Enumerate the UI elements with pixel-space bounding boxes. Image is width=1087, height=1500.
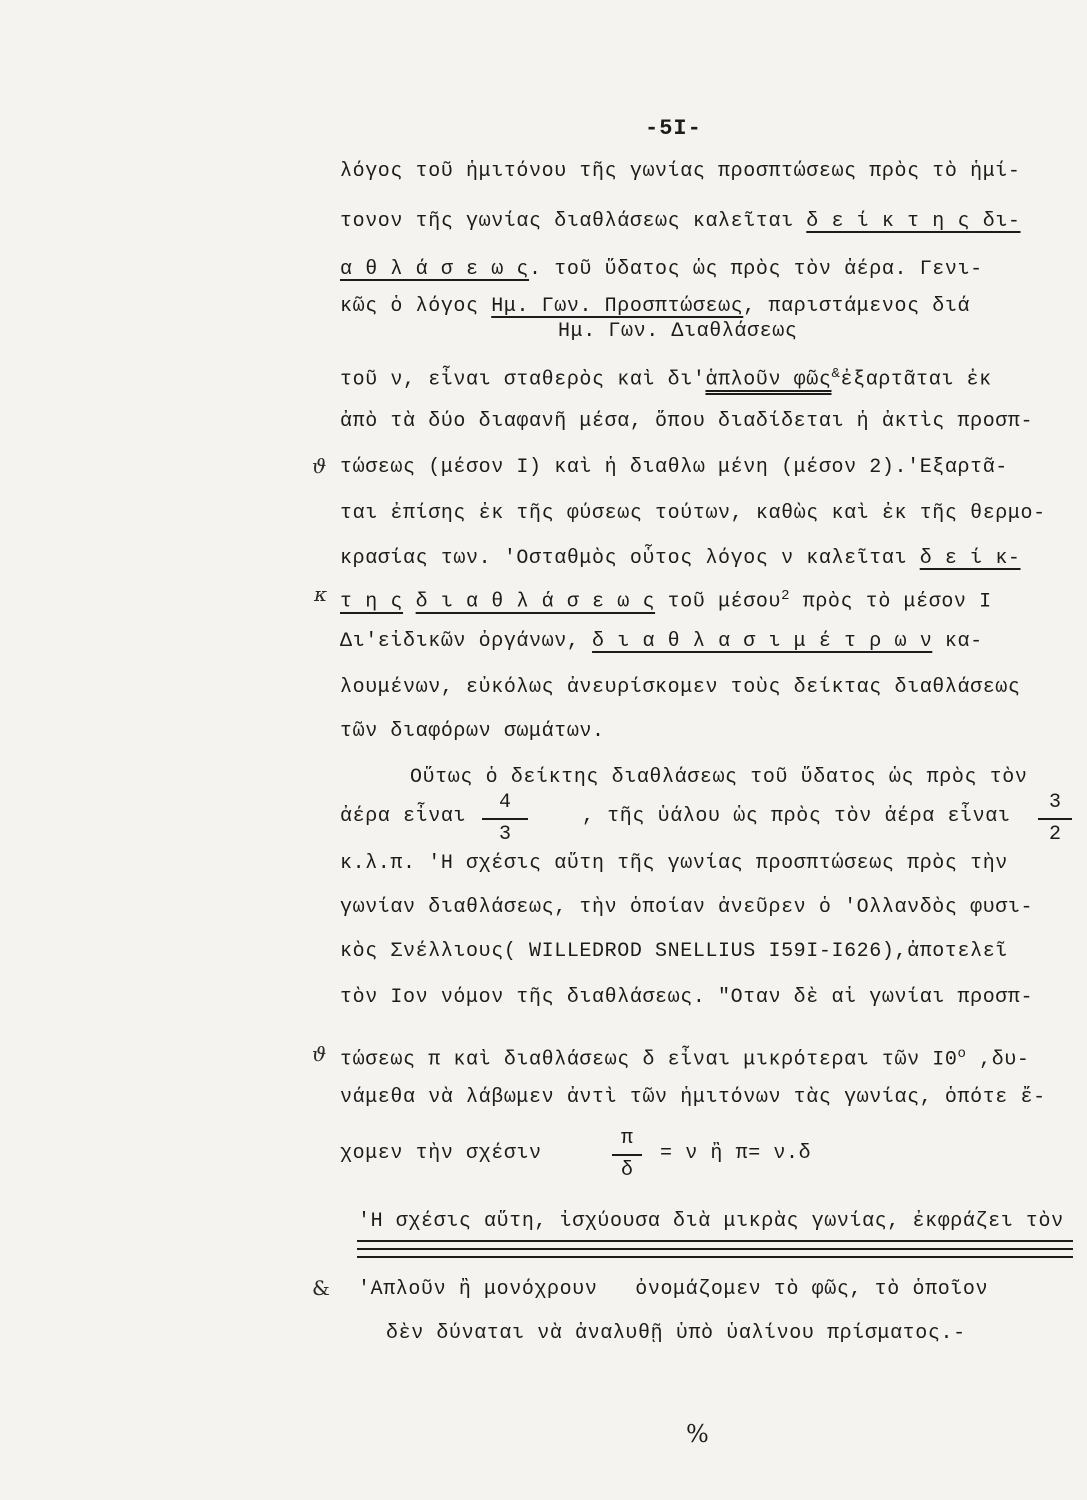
text-line-13: λουμένων, εὐκόλως ἀνευρίσκομεν τοὺς δείκτας διαθλάσεως — [340, 676, 1021, 699]
text-line-11 — [340, 584, 1073, 615]
text-line-22: νάμεθα νὰ λάβωμεν ἀντὶ τῶν ἡμιτόνων τὰς γωνίας, ὁπότε ἔ- — [340, 1086, 1046, 1109]
fraction-denominator: 2 — [1048, 823, 1061, 846]
separator-rule — [357, 1248, 1073, 1250]
fraction-bar — [612, 1154, 642, 1156]
separator-rule — [357, 1240, 1073, 1242]
text-line-19: κὸς Σνέλλιους( WILLEDROD SNELLIUS I59I-I626),ἀποτελεῖ — [340, 940, 1008, 963]
text-line-10 — [340, 547, 1073, 571]
text-line-6 — [340, 362, 1073, 393]
text-fragment: τονον τῆς γωνίας διαθλάσεως καλεῖται — [340, 210, 807, 233]
text-fragment: ἀέρα εἶναι — [340, 805, 467, 828]
term-diathlaseos: α θ λ ά σ ε ω ς — [340, 258, 530, 281]
ratio-denominator: Ημ. Γων. Διαθλάσεως — [558, 320, 798, 343]
margin-note-theta: ϑ — [312, 454, 327, 478]
text-fragment: Δι'εἰδικῶν ὀργάνων, — [340, 630, 593, 653]
text-fragment: ἐξαρτᾶται ἐκ — [840, 368, 992, 392]
text-line-24: 'Η σχέσις αὕτη, ἰσχύουσα διὰ μικρὰς γωνίας, ἐκφράζει τὸν — [358, 1210, 1064, 1233]
text-line-21 — [340, 1042, 1073, 1073]
term-deiktis-2: δ ε ί κ- — [919, 547, 1021, 570]
fraction-denominator: δ — [620, 1159, 633, 1182]
text-fragment: κῶς ὁ λόγος — [340, 295, 492, 318]
fraction-numerator: 3 — [1048, 791, 1061, 814]
footnote-marker: & — [312, 1276, 330, 1300]
footnote-line-1 — [358, 1278, 1073, 1302]
text-fragment: 'Απλοῦν ἢ μονόχρουν — [358, 1278, 598, 1301]
text-fragment: ,δυ- — [966, 1048, 1030, 1072]
text-fragment: δι- — [970, 210, 1021, 233]
fraction-bar — [1038, 818, 1072, 820]
text-line-16b: , τῆς ὑάλου ὡς πρὸς τὸν ἀέρα εἶναι — [582, 805, 1011, 828]
fraction-bar — [482, 818, 528, 820]
fraction-pi-delta — [612, 1126, 642, 1184]
superscript: o — [957, 1046, 967, 1062]
margin-note-kappa: κ — [314, 582, 328, 606]
separator-rule — [357, 1256, 1073, 1258]
text-line-2 — [340, 210, 1073, 234]
text-line-9: ται ἐπίσης ἐκ τῆς φύσεως τούτων, καθὼς καὶ ἐκ τῆς θερμο- — [340, 502, 1046, 525]
margin-note-theta-2: ϑ — [312, 1042, 327, 1066]
text-line-8: τώσεως (μέσον I) καὶ ἡ διαθλω μένη (μέσον 2).'Εξαρτᾶ- — [340, 456, 1008, 479]
page-number: -5I- — [645, 116, 702, 141]
fraction-glass — [1038, 790, 1072, 848]
text-line-15: Οὕτως ὁ δείκτης διαθλάσεως τοῦ ὕδατος ὡς πρὸς τὸν — [410, 766, 1028, 789]
text-line-1: λόγος τοῦ ἡμιτόνου τῆς γωνίας προσπτώσεως πρὸς τὸ ἡμί- — [340, 160, 1021, 183]
text-fragment: τώσεως π καὶ διαθλάσεως δ εἶναι μικρότεραι τῶν I0 — [340, 1048, 958, 1072]
text-line-4 — [340, 295, 1073, 319]
text-fragment: τοῦ μέσου — [655, 590, 782, 614]
text-line-17: κ.λ.π. 'Η σχέσις αὕτη τῆς γωνίας προσπτώσεως πρὸς τὴν — [340, 852, 1008, 875]
text-line-23: χομεν τὴν σχέσιν — [340, 1142, 542, 1165]
text-fragment: πρὸς τὸ μέσον I — [790, 590, 992, 614]
fraction-denominator: 3 — [498, 823, 511, 846]
text-line-7: ἀπὸ τὰ δύο διαφανῆ μέσα, ὅπου διαδίδεται ἡ ἀκτὶς προσπ- — [340, 410, 1034, 433]
footnote-mark: & — [831, 366, 841, 382]
equation-rhs: = ν ἢ π= ν.δ — [660, 1142, 812, 1165]
term-diathlaseos-2: δ ι α θ λ ά σ ε ω ς — [415, 590, 656, 614]
text-line-18: γωνίαν διαθλάσεως, τὴν ὁποίαν ἀνεῦρεν ὁ 'Ολλανδὸς φυσι- — [340, 896, 1034, 919]
term-diathlasimetron: δ ι α θ λ α σ ι μ έ τ ρ ω ν — [592, 630, 933, 653]
bottom-page-mark: % — [686, 1420, 709, 1448]
term-aploun-fos: ἁπλοῦν φῶς — [705, 368, 832, 392]
fraction-numerator: π — [620, 1127, 633, 1150]
text-line-3 — [340, 258, 1073, 282]
text-fragment: . τοῦ ὕδατος ὡς πρὸς τὸν ἀέρα. Γενι- — [529, 258, 983, 281]
term-tis: τ η ς — [340, 590, 404, 614]
ratio-numerator: Ημ. Γων. Προσπτώσεως — [491, 295, 744, 318]
text-fragment: , παριστάμενος διά — [743, 295, 971, 318]
text-line-20: τὸν Iον νόμον τῆς διαθλάσεως. "Οταν δὲ αἱ γωνίαι προσπ- — [340, 986, 1034, 1009]
fraction-numerator: 4 — [498, 791, 511, 814]
footnote-line-2: δὲν δύναται νὰ ἀναλυθῇ ὑπὸ ὑαλίνου πρίσματος.- — [386, 1322, 966, 1345]
superscript: 2 — [781, 588, 791, 604]
text-fragment: κα- — [932, 630, 983, 653]
fraction-water — [482, 790, 528, 848]
text-fragment: τοῦ ν, εἶναι σταθερὸς καὶ δι' — [340, 368, 706, 392]
text-line-14: τῶν διαφόρων σωμάτων. — [340, 720, 605, 743]
text-line-12 — [340, 630, 1073, 654]
text-fragment: ὀνομάζομεν τὸ φῶς, τὸ ὁποῖον — [635, 1278, 989, 1301]
term-deiktis: δ ε ί κ τ η ς — [806, 210, 971, 233]
text-fragment: κρασίας των. 'Οσταθμὸς οὗτος λόγος ν καλεῖται — [340, 547, 920, 570]
